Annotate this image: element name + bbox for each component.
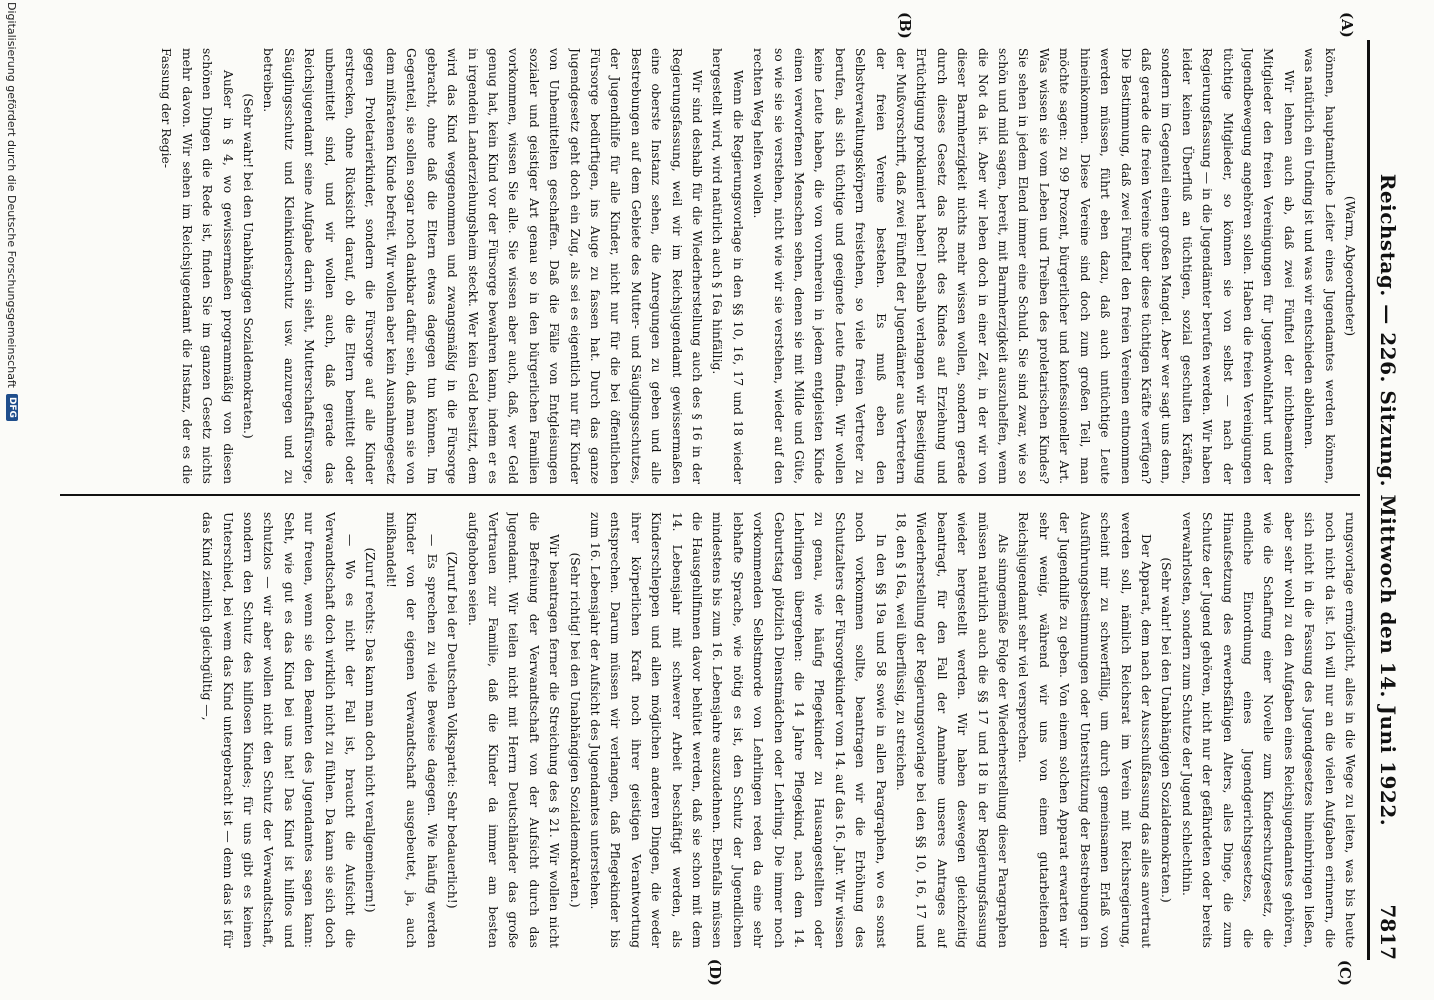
paragraph: In den §§ 19a und 58 sowie in allen Paragraphen, wo es sonst noch vorkommen sollte, beantragen wir die Erhöhung des Schutzalters der Fürsorgekinder vom 14. auf das 16. Jahr. Wir wissen zu genau, wie häufig Pflegekinder zu Hausangestellten oder Lehrlingen übergehen: die 14 Jahre Pflegekind, nach dem 14. Geburtstag plötzlich Dienstmädchen oder Lehrling. Die immer noch vorkommenden Selbstmorde von Lehrlingen reden da eine sehr lebhafte Sprache, wie nötig es ist, den Schutz der Jugendlichen mindestens bis zum 16. Lebensjahre auszudehnen. Ebenfalls müssen die Hausgehilfinnen davor behütet werden, daß sie schon mit dem 14. Lebensjahr mit schwerer Arbeit beschäftigt werden, als Kinderschleppen und allen möglichen anderen Dingen, die weder ihrer körperlichen Kraft noch ihrer geistigen Verantwortung entsprechen. Darum müssen wir verlangen, daß Pflegekinder bis zum 16. Lebensjahr der Aufsicht des Jugendamtes unterstehen. [587, 512, 888, 948]
margin-marker-c: (C) [1336, 959, 1354, 986]
paragraph: Wenn die Regierungsvorlage in den §§ 10, 16, 17 und 18 wieder hergestellt wird, wird natürlich auch § 16a hinfällig. [710, 48, 745, 484]
applause-note: (Sehr richtig! bei den Unabhängigen Sozialdemokraten.) [567, 552, 582, 908]
paragraph: Wir beantragen ferner die Streichung des § 21. Wir wollen nicht die Befreiung der Verwandtschaft von der Aufsicht durch das Jugendamt. Wir teilen nicht mit Herrn Deutschländer das große Vertrauen zur Familie, daß die Kinder da immer am besten aufgehoben seien. [465, 512, 562, 948]
interjection-note: (Zuruf bei der Deutschen Volkspartei: Sehr bedauerlich!) [445, 551, 460, 909]
digitization-credit [3, 2, 21, 421]
margin-marker-b: (B) [896, 12, 914, 39]
page-number: 7817 [1376, 904, 1400, 960]
page-header [1372, 40, 1402, 960]
paragraph: — Wo es nicht der Fall ist, braucht die Aufsicht die Verwandtschaft doch wirklich nicht zu fühlen. Da kann sie sich doch nur freuen, wenn sie den Beamten des Jugendamtes sagen kann: Seht, wie gut es das Kind bei uns hat! Das Kind ist hilflos und schutzlos — wir aber wollen nicht den Schutz der Verwandtschaft, sondern den Schutz des hilflosen Kindes; für uns gibt es keinen Unterschied, bei wem das Kind untergebracht ist — denn das ist für das Kind ziemlich gleichgültig —, [200, 512, 358, 948]
interjection-note: (Zuruf rechts: Das kann man doch nicht verallgemeinern!) [363, 547, 378, 913]
dfg-logo: DFG [6, 394, 18, 421]
paragraph: können, hauptamtliche Leiter eines Jugendamtes werden können, was natürlich ein Unding ist und was wir entschieden ablehnen. [1302, 48, 1337, 484]
column-divider [60, 494, 1360, 496]
margin-marker-a: (A) [1338, 12, 1356, 38]
paragraph: Der Apparat, dem nach der Ausschußfassung das alles anvertraut werden soll, nämlich Reichsrat im Verein mit Reichsregierung, scheint mir zu schwerfällig, um durch gemeinsamen Erlaß von Ausführungsbestimmungen oder Unterstützung der Bestrebungen in der Jugendhilfe zu geben. Von einem solchen Apparat erwarten wir sehr wenig, während wir uns von einem gutarbeitenden Reichsjugendamt sehr viel versprechen. [1016, 512, 1153, 948]
left-column [56, 48, 1360, 484]
header-rule [1367, 40, 1370, 960]
paragraph: rungsvorlage ermöglicht, alles in die Wege zu leiten, was bis heute noch nicht da ist. Ich will nur an die vielen Aufgaben erinnern, die sich nicht in die Fassung des Jugendgesetzes hineinbringen ließen, aber sehr wohl zu den Aufgaben eines Reichsjugendamtes gehören, wie die Schaffung einer Novelle zum Kinderschutzgesetz, die endliche Einordnung eines Jugendgerichtsgesetzes, die Hinaufsetzung des erwerbsfähigen Alters, alles Dinge, die zum Schutze der Jugend gehören, nicht nur der gefährdeten oder bereits verwahrlosten, sondern zum Schutze der Jugend schlechthin. [1179, 512, 1357, 948]
right-column [56, 512, 1360, 948]
speaker-label: (Warm, Abgeordneter) [1343, 195, 1357, 337]
paragraph: Außer in § 4, wo gewissermaßen programmäßig von diesen schönen Dingen die Rede ist, finden Sie im ganzen Gesetz nichts mehr davon. Wir sehen im Reichsjugendamt die Instanz, der es die Fassung der Regie- [159, 48, 235, 484]
applause-note: (Sehr wahr! bei den Unabhängigen Sozialdemokraten.) [1159, 557, 1174, 903]
margin-marker-d: (D) [706, 958, 724, 986]
paragraph: Als sinngemäße Folge der Wiederherstellung dieser Paragraphen müssen natürlich auch die §§ 17 und 18 in der Regierungsfassung wieder hergestellt werden. Wir haben deswegen gleichzeitig beantragt, für den Fall der Annahme unseres Antrages auf Wiederherstellung der Regierungsvorlage bei den §§ 10, 16, 17 und 18, den § 16a, weil überflüssig, zu streichen. [894, 512, 1011, 948]
paragraph: Wir sind deshalb für die Wiederherstellung auch des § 16 in der Regierungsfassung, weil wir im Reichsjugendamt gewissermaßen eine oberste Instanz sehen, die Anregungen zu geben und alle Bestrebungen auf dem Gebiete des Mutter- und Säuglingsschutzes, der Jugendhilfe für alle Kinder, nicht nur für die bei öffentlichen Fürsorge bedürftigen, ins Auge zu fassen hat. Durch das ganze Jugendgesetz geht doch ein Zug, als sei es eigentlich nur für Kinder von Unbemittelten geschaffen. Daß die Fälle von Entgleisungen sozialer und geistiger Art genau so in den bürgerlichen Familien vorkommen, wissen Sie alle. Sie wissen aber auch, daß, wer Geld genug hat, kein Kind vor der Fürsorge bewahren kann, indem er es in irgendein Landerziehungsheim steckt. Wer kein Geld besitzt, dem wird das Kind weggenommen und zwangsmäßig in die Fürsorge gebracht, ohne daß die Eltern etwas dagegen tun können. Im Gegenteil, sie sollen sogar noch dankbar dafür sein, daß man sie von dem mißratenen Kinde befreit. Wir wollen aber kein Ausnahmegesetz gegen Proletarierkinder, sondern die Fürsorge auf alle Kinder erstrecken, ohne Rücksicht darauf, ob die Eltern bemittelt oder unbemittelt sind, und wir wollen auch, daß gerade das Reichsjugendamt seine Aufgabe darin sieht, Mutterschaftsfürsorge, Säuglingsschutz und Kleinkinderschutz usw. anzuregen und zu betreiben. [261, 48, 704, 484]
applause-note: (Sehr wahr! bei den Unabhängigen Sozialdemokraten.) [241, 93, 256, 439]
credit-text: Digitalisierung gefördert durch die Deutsche Forschungsgemeinschaft [5, 2, 19, 388]
paragraph: — Es sprechen zu viele Beweise dagegen. Wie häufig werden Kinder von der eigenen Verwandtschaft ausgebeutet, ja, auch mißhandelt! [383, 512, 439, 948]
running-head: Reichstag. — 226. Sitzung. Mittwoch den 14. Juni 1922. [1376, 173, 1400, 827]
paragraph: Wir lehnen auch ab, daß zwei Fünftel der nichtbeamteten Mitglieder den freien Vereinigungen für Jugendwohlfahrt und der Jugendbewegung angehören sollen. Haben die freien Vereinigungen tüchtige Mitglieder, so können sie von selbst — nach der Regierungsfassung — in die Jugendämter berufen werden. Wir haben leider keinen Überfluß an tüchtigen, sozial geschulten Kräften, sondern im Gegenteil einen großen Mangel. Aber wer sagt uns denn, daß gerade die freien Vereine über diese tüchtigen Kräfte verfügen? Die Bestimmung, daß zwei Fünftel den freien Vereinen entnommen werden müssen, führt eben dazu, daß auch untüchtige Leute hineinkommen. Diese Vereine sind doch zum großen Teil, man möchte sagen: zu 99 Prozent, bürgerlicher und konfessioneller Art. Was wissen sie vom Leben und Treiben des proletarischen Kindes? Sie sehen in jedem Elend immer eine Schuld. Sie sind zwar, wie so schön und mild sagen, bereit, mit Barmherzigkeit auszuhelfen, wenn die Not da ist. Aber wir leben doch in einer Zeit, in der wir von dieser Barmherzigkeit nichts mehr wissen wollen, sondern gerade durch dieses Gesetz das Recht des Kindes auf Erziehung und Ertüchtigung proklamiert haben! Deshalb verlangen wir Beseitigung der Mußvorschrift, daß zwei Fünftel der Jugendämter aus Vertretern der freien Vereine bestehen. Es muß eben den Selbstverwaltungskörpern freistehen, so viele freien Vertreter zu berufen, als sich tüchtige und geeignete Leute finden. Wir wollen keine Leute haben, die von vornherein in jedem entgleisten Kinde einen verworfenen Menschen sehen, denen sie mit Milde und Güte, so wie sie sie verstehen, nicht wie wir sie verstehen, wieder auf den rechten Weg helfen wollen. [751, 48, 1296, 484]
